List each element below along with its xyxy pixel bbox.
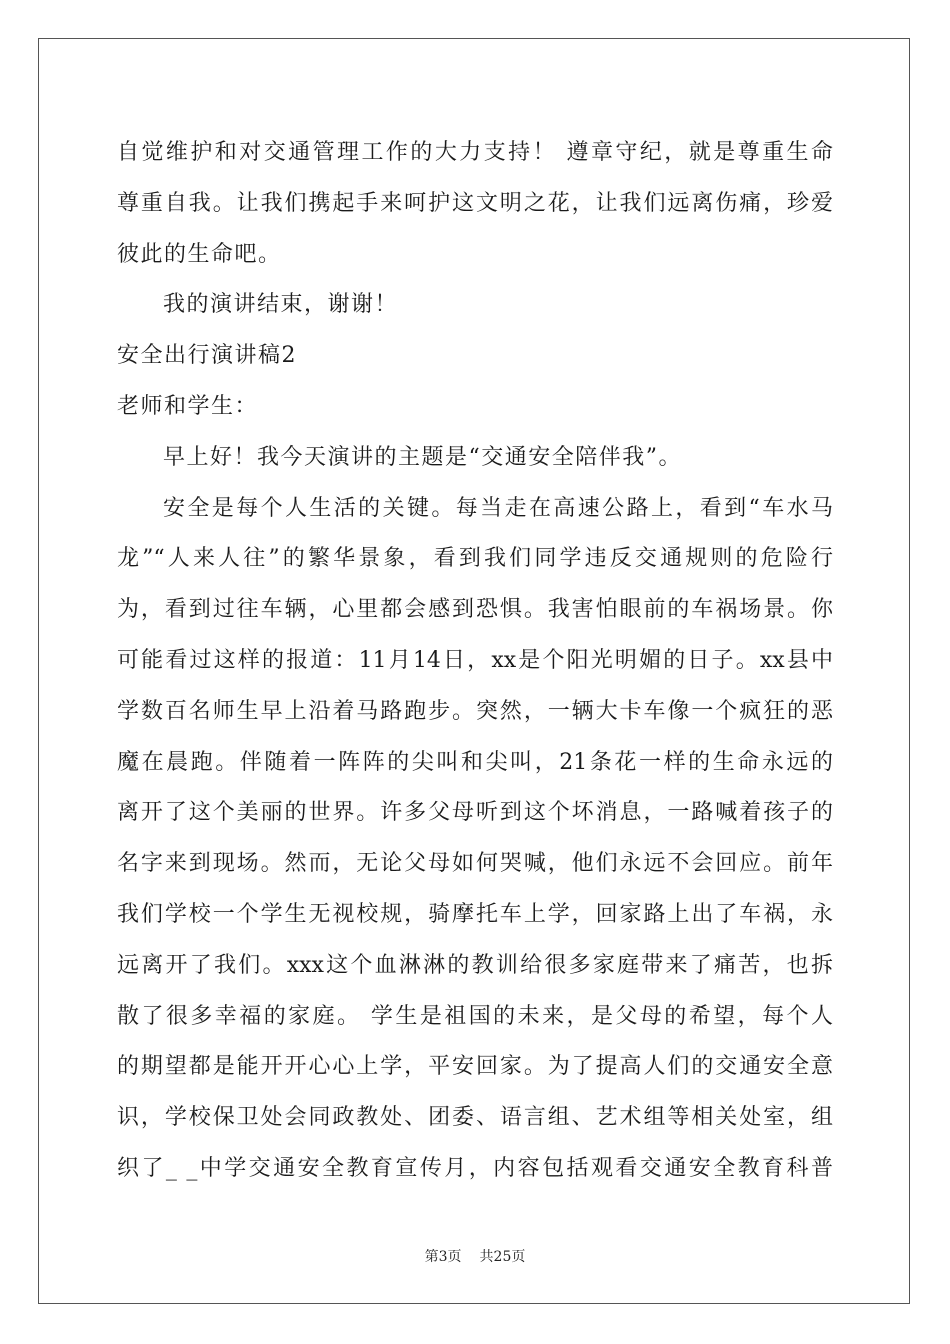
text-line: 织了_ _中学交通安全教育宣传月，内容包括观看交通安全教育科普 <box>117 1155 833 1181</box>
text-line: 我们学校一个学生无视校规，骑摩托车上学，回家路上出了车祸，永 <box>117 901 833 927</box>
section-heading: 安全出行演讲稿2 <box>117 343 297 369</box>
page-number: 第3页 <box>424 1249 462 1265</box>
text-line: 魔在晨跑。伴随着一阵阵的尖叫和尖叫，21条花一样的生命永远的 <box>117 749 833 775</box>
text-line: 的期望都是能开开心心上学，平安回家。为了提高人们的交通安全意 <box>117 1054 833 1080</box>
text-line: 散了很多幸福的家庭。 学生是祖国的未来，是父母的希望，每个人 <box>117 1003 833 1029</box>
text-line: 学数百名师生早上沿着马路跑步。突然，一辆大卡车像一个疯狂的恶 <box>117 698 833 724</box>
text-line: 早上好！我今天演讲的主题是“交通安全陪伴我”。 <box>163 444 682 470</box>
text-line: 龙”“人来人往”的繁华景象，看到我们同学违反交通规则的危险行 <box>117 546 833 572</box>
text-line: 安全是每个人生活的关键。每当走在高速公路上，看到“车水马 <box>163 495 833 521</box>
text-line: 识，学校保卫处会同政教处、团委、语言组、艺术组等相关处室，组 <box>117 1105 833 1131</box>
text-line: 名字来到现场。然而，无论父母如何哭喊，他们永远不会回应。前年 <box>117 851 833 877</box>
text-line: 离开了这个美丽的世界。许多父母听到这个坏消息，一路喊着孩子的 <box>117 800 833 826</box>
text-line: 为，看到过往车辆，心里都会感到恐惧。我害怕眼前的车祸场景。你 <box>117 597 833 623</box>
text-line: 自觉维护和对交通管理工作的大力支持！ 遵章守纪，就是尊重生命 <box>117 140 833 165</box>
text-line: 我的演讲结束，谢谢！ <box>163 292 399 318</box>
document-body <box>117 128 833 1195</box>
text-line: 远离开了我们。xxx这个血淋淋的教训给很多家庭带来了痛苦，也拆 <box>117 952 833 978</box>
page-footer <box>0 1246 950 1266</box>
text-line: 彼此的生命吧。 <box>117 241 282 267</box>
salutation: 老师和学生： <box>117 393 259 419</box>
text-line: 可能看过这样的报道：11月14日，xx是个阳光明媚的日子。xx县中 <box>117 647 833 673</box>
page-total: 共25页 <box>479 1249 526 1265</box>
text-line: 尊重自我。让我们携起手来呵护这文明之花，让我们远离伤痛，珍爱 <box>117 190 833 216</box>
